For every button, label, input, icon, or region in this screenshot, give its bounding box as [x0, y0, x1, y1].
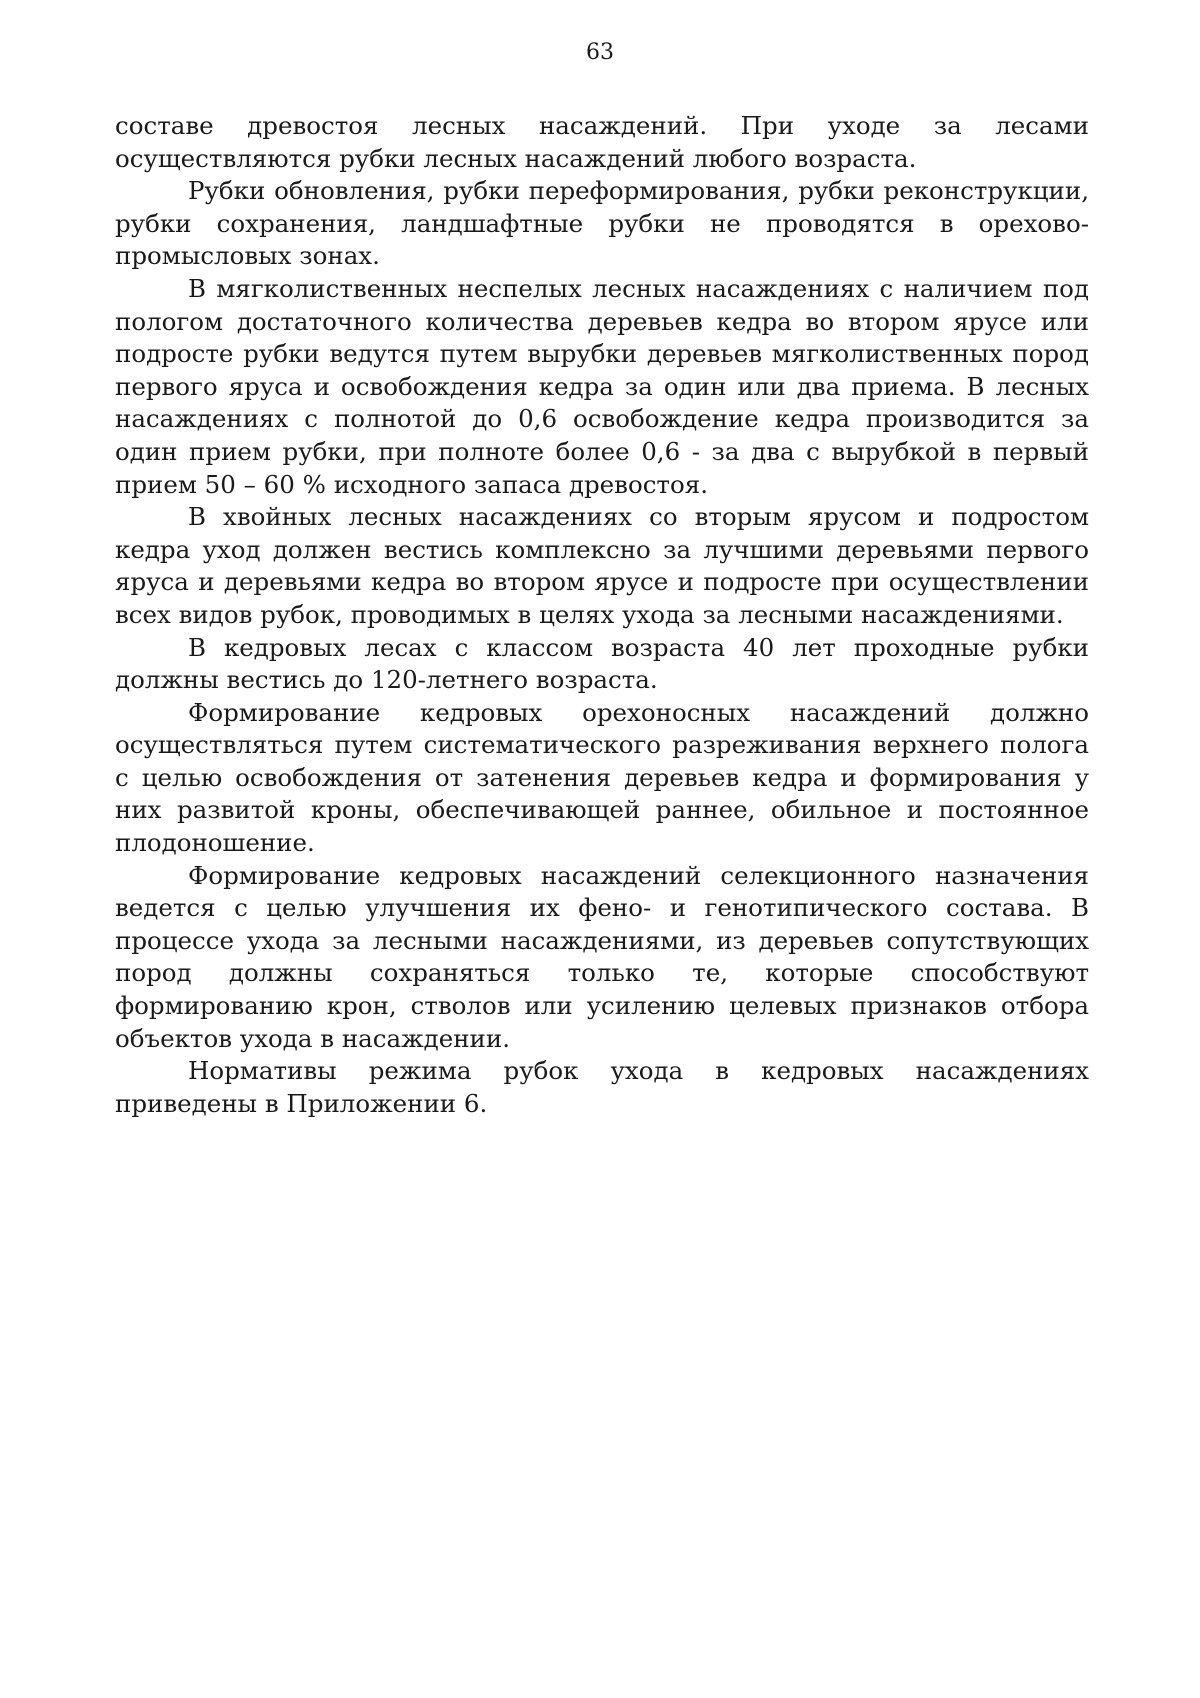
paragraph: Нормативы режима рубок ухода в кедровых насаждениях приведены в Приложении 6. [115, 1056, 1089, 1118]
paragraph: В кедровых лесах с классом возраста 40 лет проходные рубки должны вестись до 120-летнего возраста. [115, 632, 1089, 695]
paragraph: Рубки обновления, рубки переформирования, рубки реконструкции, рубки сохранения, ландшафтные рубки не проводятся в орехово-промысловых зонах. [115, 176, 1089, 271]
document-body [115, 110, 1089, 1120]
paragraph: В мягколиственных неспелых лесных насаждениях с наличием под пологом достаточного количества деревьев кедра во втором ярусе или подросте рубки ведутся путем вырубки деревьев мягколиственных пород первого яруса и освобождения кедра за один или два приема. В лесных насаждениях с полнотой до 0,6 освобождение кедра производится за один прием рубки, при полноте более 0,6 - за два с вырубкой в первый прием 50 – 60 % исходного запаса древостоя. [115, 273, 1089, 499]
paragraph: Формирование кедровых орехоносных насаждений должно осуществляться путем систематического разреживания верхнего полога с целью освобождения от затенения деревьев кедра и формирования у них развитой кроны, обеспечивающей раннее, обильное и постоянное плодоношение. [115, 697, 1089, 858]
paragraph: Формирование кедровых насаждений селекционного назначения ведется с целью улучшения их фено- и генотипического состава. В процессе ухода за лесными насаждениями, из деревьев сопутствующих пород должны сохраняться только те, которые способствуют формированию крон, стволов или усилению целевых признаков отбора объектов ухода в насаждении. [115, 860, 1089, 1053]
paragraph-continuation: составе древостоя лесных насаждений. При уходе за лесами осуществляются рубки лесных насаждений любого возраста. [115, 111, 1089, 173]
paragraph: В хвойных лесных насаждениях со вторым ярусом и подростом кедра уход должен вестись комплексно за лучшими деревьями первого яруса и деревьями кедра во втором ярусе и подросте при осуществлении всех видов рубок, проводимых в целях ухода за лесными насаждениями. [115, 502, 1089, 629]
page-number: 63 [586, 40, 614, 65]
